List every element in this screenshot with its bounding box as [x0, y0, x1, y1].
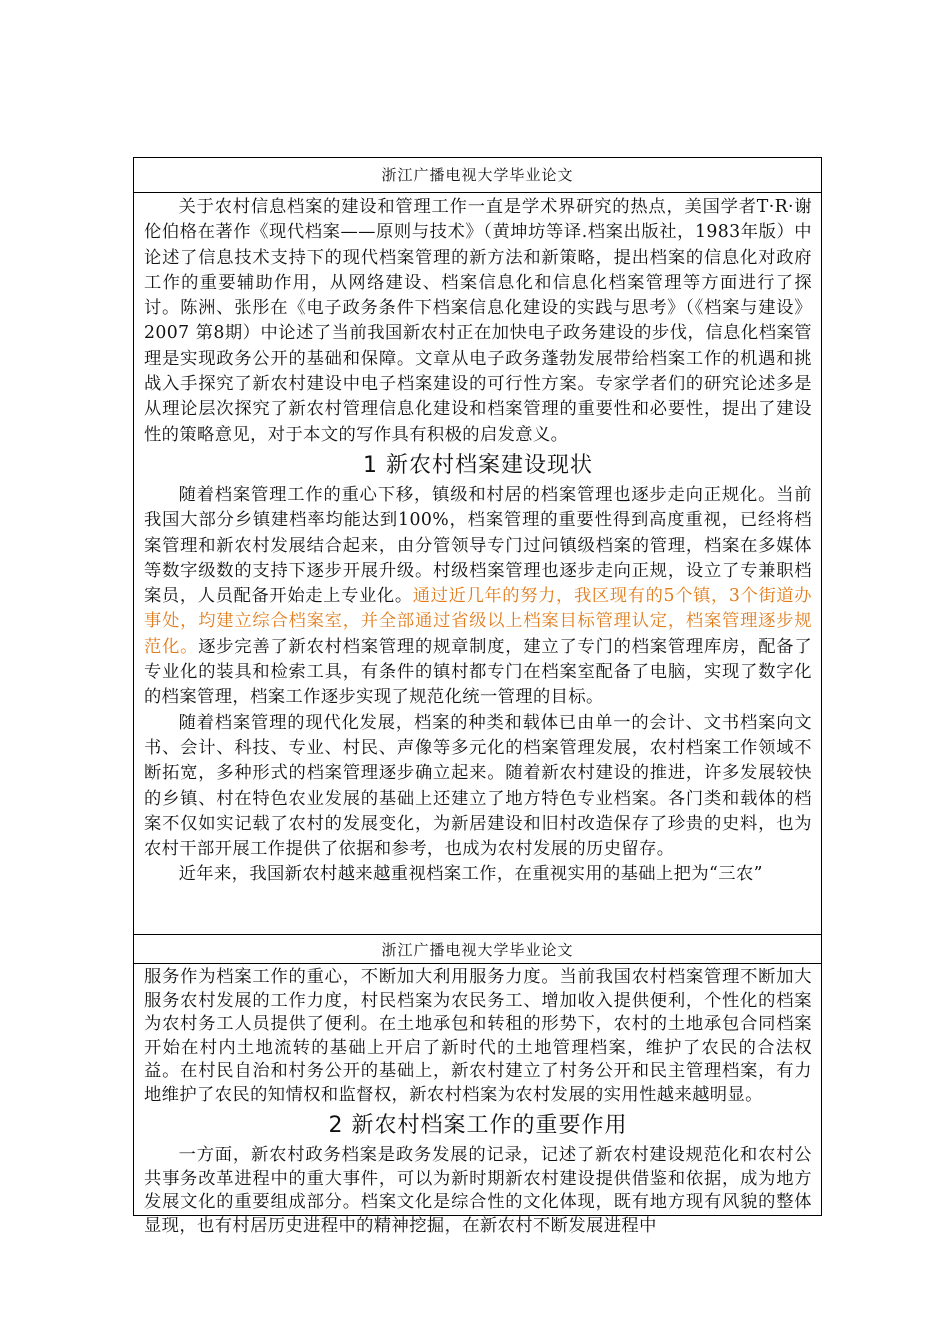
- page-header: 浙江广播电视大学毕业论文: [134, 935, 821, 964]
- section-2-heading: 2 新农村档案工作的重要作用: [328, 1113, 628, 1138]
- paragraph-text: 随着档案管理工作的重心下移，镇级和村居的档案管理也逐步走向正规化。当前我国大部分乡镇建档率均能达到100%，档案管理的重要性得到高度重视，已经将档案管理和新农村发展结合起来，由分管领导专门过问镇级档案的管理，档案在多媒体等数字级数的支持下逐步开展升级。村级档案管理也逐步走向正规，设立了专兼职档案员，人员配备开始走上专业化。: [144, 484, 812, 607]
- paragraph-importance: 一方面，新农村政务档案是政务发展的记录，记述了新农村建设规范化和农村公共事务改革进程中的重大事件，可以为新时期新农村建设提供借鉴和依据，成为地方发展文化的重要组成部分。档案文化是综合性的文化体现，既有地方现有风貌的整体显现，也有村居历史进程中的精神挖掘，在新农村不断发展进程中: [144, 1145, 812, 1236]
- paragraph-recent-years: 近年来，我国新农村越来越重视档案工作，在重视实用的基础上把为“三农”: [178, 864, 763, 885]
- page-body: [134, 964, 821, 1238]
- paragraph-text: 逐步完善了新农村档案管理的规章制度，建立了专门的档案管理库房，配备了专业化的装具和检索工具，有条件的镇村都专门在档案室配备了电脑，实现了数字化的档案管理，档案工作逐步实现了规范化统一管理的目标。: [144, 636, 812, 708]
- page-header: 浙江广播电视大学毕业论文: [134, 158, 821, 193]
- page-2: [133, 934, 822, 1236]
- page-body: [134, 193, 821, 888]
- section-1-heading: 1 新农村档案建设现状: [363, 452, 593, 478]
- paragraph-status: [144, 483, 812, 711]
- page-1: [133, 157, 822, 953]
- paragraph-diversification: 随着档案管理的现代化发展，档案的种类和载体已由单一的会计、文书档案向文书、会计、科技、专业、村民、声像等多元化的档案管理发展，农村档案工作领域不断拓宽，多种形式的档案管理逐步确立起来。随着新农村建设的推进，许多发展较快的乡镇、村在特色农业发展的基础上还建立了地方特色专业档案。各门类和载体的档案不仅如实记载了农村的发展变化，为新居建设和旧村改造保存了珍贵的史料，也为农村干部开展工作提供了依据和参考，也成为农村发展的历史留存。: [144, 712, 812, 860]
- paragraph-intro: 关于农村信息档案的建设和管理工作一直是学术界研究的热点，美国学者T·R·谢伦伯格在著作《现代档案——原则与技术》（黄坤坊等译.档案出版社，1983年版）中论述了信息技术支持下的现代档案管理的新方法和新策略，提出档案的信息化对政府工作的重要辅助作用，从网络建设、档案信息化和信息化档案管理等方面进行了探讨。陈洲、张彤在《电子政务条件下档案信息化建设的实践与思考》（《档案与建设》 2007 第8期）中论述了当前我国新农村正在加快电子政务建设的步伐，信息化档案管理是实现政务公开的基础和保障。文章从电子政务蓬勃发展带给档案工作的机遇和挑战入手探究了新农村建设中电子档案建设的可行性方案。专家学者们的研究论述多是从理论层次探究了新农村管理信息化建设和档案管理的重要性和必要性，提出了建设性的策略意见，对于本文的写作具有积极的启发意义。: [144, 197, 812, 445]
- highlighted-text: 通过近几年的努力，我区现有的5个镇，3个街道办事处，均建立综合档案室，并全部通过省级以上档案目标管理认定，档案管理逐步规范化。: [144, 586, 812, 657]
- paragraph-continued: 服务作为档案工作的重心，不断加大利用服务力度。当前我国农村档案管理不断加大服务农村发展的工作力度，村民档案为农民务工、增加收入提供便利，个性化的档案为农村务工人员提供了便利。在土地承包和转租的形势下，农村的土地承包合同档案开始在村内土地流转的基础上开启了新时代的土地管理档案，维护了农民的合法权益。在村民自治和村务公开的基础上，新农村建立了村务公开和民主管理档案，有力地维护了农民的知情权和监督权，新农村档案为农村发展的实用性越来越明显。: [144, 967, 812, 1105]
